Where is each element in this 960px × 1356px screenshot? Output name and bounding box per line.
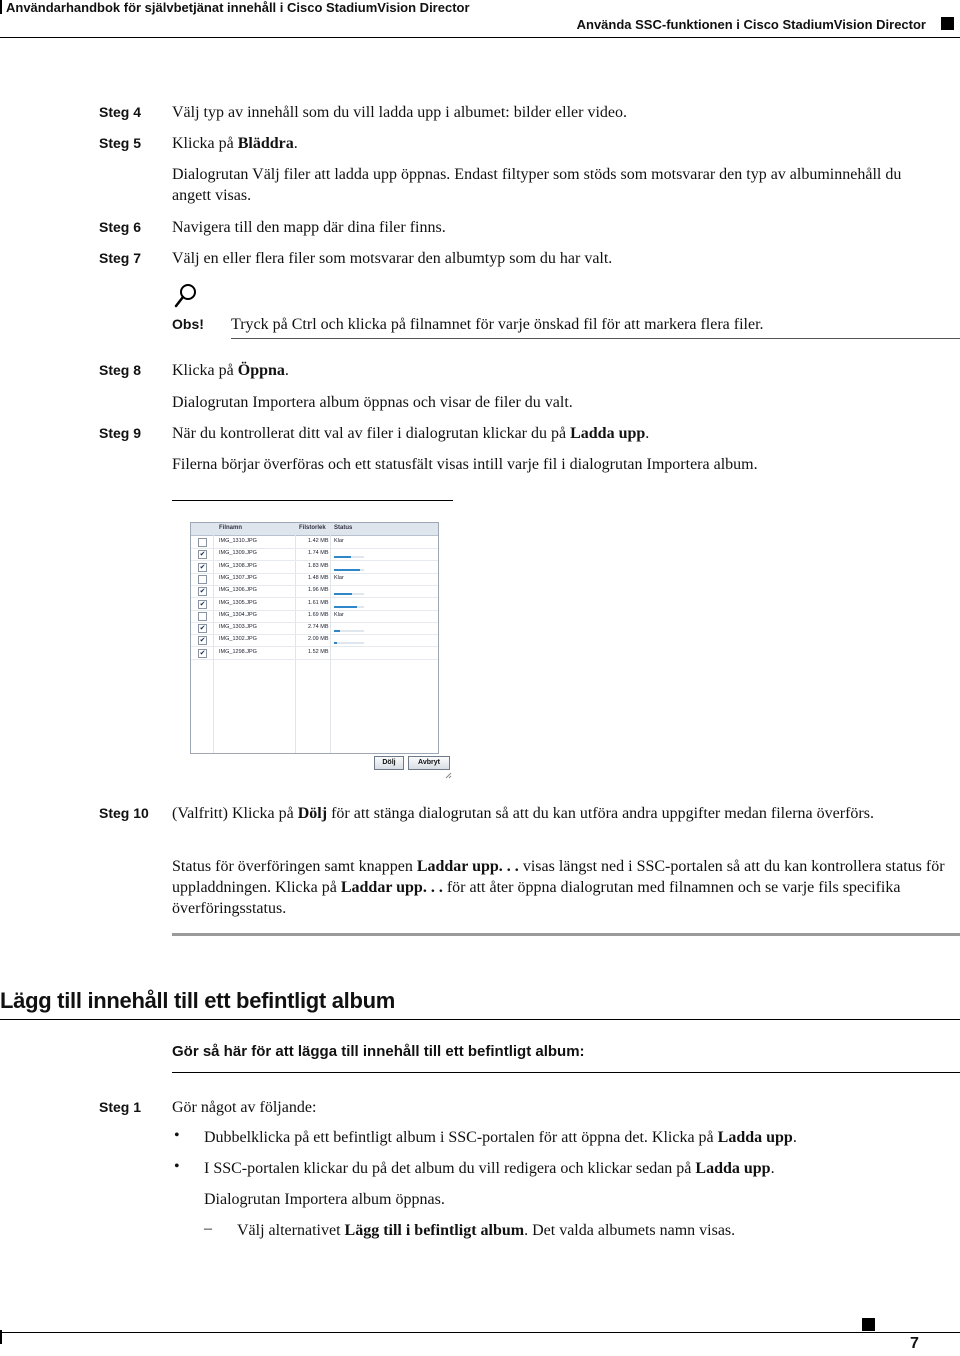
header-rule [0,37,960,38]
step-10-status: Status för överföringen samt knappen Laddar upp. . . visas längst ned i SSC-portalen så att du kan kontrollera status för uppladdningen. Klicka på Laddar upp. . . för att åter öppna dialogrutan med filnamnen och se varje fils specifika överföringsstatus. [172,858,945,917]
procedure-heading: Gör så här för att lägga till innehåll till ett befintligt album: [172,1043,585,1060]
file-checkbox[interactable]: ✔ [199,599,206,608]
upload-progress-bar [334,569,364,571]
note-rule [231,338,960,339]
file-size: 1.48 MB [308,574,329,581]
file-size: 2.09 MB [308,636,329,643]
note-text: Tryck på Ctrl och klicka på filnamnet för varje önskad fil för att markera flera filer. [231,316,764,333]
header-tick [0,0,2,14]
file-checkbox[interactable]: ✔ [199,587,206,596]
step-10-label: Steg 10 [99,805,149,821]
file-row[interactable] [191,634,438,647]
file-row[interactable] [191,622,438,635]
uploading-keyword: Laddar upp. . . [416,858,519,875]
step-5-label: Steg 5 [99,135,142,151]
step-6-label: Steg 6 [99,219,142,235]
file-row[interactable] [191,561,438,574]
step-6-text: Navigera till den mapp där dina filer finns. [172,219,446,236]
file-checkbox[interactable] [198,612,207,621]
file-size: 2.74 MB [308,624,329,631]
upload-progress-bar [334,630,364,632]
file-name: IMG_1302.JPG [219,636,257,643]
step-10-text: (Valfritt) Klicka på Dölj för att stänga dialogrutan så att du kan utföra andra uppgifter medan filerna överförs. [172,805,874,822]
step-8-result: Dialogrutan Importera album öppnas och visar de filer du valt. [172,394,573,411]
file-checkbox[interactable]: ✔ [199,648,206,657]
file-checkbox[interactable]: ✔ [199,624,206,633]
step-4-text: Välj typ av innehåll som du vill ladda upp i albumet: bilder eller video. [172,104,628,121]
upload-progress-bar [334,556,364,558]
bullet-2-text: I SSC-portalen klickar du på det album du vill redigera och klickar sedan på Ladda upp. [204,1160,775,1177]
bullet-icon: • [174,1158,180,1175]
file-row[interactable] [191,598,438,611]
file-row[interactable] [191,573,438,586]
file-name: IMG_1303.JPG [219,624,257,631]
file-status: Klar [334,574,344,581]
file-size: 1.69 MB [308,611,329,618]
cancel-button[interactable]: Avbryt [408,756,450,770]
bullet-icon: • [174,1127,180,1144]
file-name: IMG_1298.JPG [219,648,257,655]
dash-item-text: Välj alternativet Lägg till i befintligt album. Det valda albumets namn visas. [237,1222,736,1239]
hide-button[interactable]: Dölj [374,756,404,770]
file-name: IMG_1305.JPG [219,599,257,606]
upload-progress-bar [334,642,364,644]
step-1-label: Steg 1 [99,1099,142,1115]
bullet-1-text: Dubbelklicka på ett befintligt album i SSC-portalen för att öppna det. Klicka på Ladda upp. [204,1129,797,1146]
step-8-label: Steg 8 [99,362,142,378]
header-chapter-title: Använda SSC-funktionen i Cisco StadiumVision Director [576,17,926,32]
magnifier-icon [172,282,200,310]
column-filesize[interactable]: Filstorlek [299,525,326,531]
open-keyword: Öppna [237,362,285,379]
browse-keyword: Bläddra [237,135,294,152]
file-row[interactable] [191,536,438,549]
file-name: IMG_1304.JPG [219,611,257,618]
file-status: Klar [334,538,344,544]
file-size: 1.52 MB [308,648,329,655]
file-row[interactable] [191,647,438,660]
resize-grip-icon[interactable] [445,766,452,773]
file-size: 1.74 MB [308,550,329,557]
upload-progress-bar [334,606,364,608]
step-5-text: Klicka på Bläddra. [172,135,298,152]
footer-marker [862,1318,875,1331]
column-status[interactable]: Status [334,525,353,531]
uploading-keyword: Laddar upp. . . [340,879,443,896]
upload-keyword: Ladda upp [717,1129,793,1146]
file-checkbox[interactable] [198,538,207,547]
file-size: 1.61 MB [308,599,329,606]
file-size: 1.83 MB [308,562,329,569]
file-name: IMG_1307.JPG [219,574,257,581]
column-filename[interactable]: Filnamn [219,525,243,531]
figure-rule [172,500,453,501]
file-row[interactable] [191,610,438,623]
file-name: IMG_1310.JPG [219,538,257,544]
step-1-text: Gör något av följande: [172,1099,317,1116]
step-8-text: Klicka på Öppna. [172,362,289,379]
footer-rule [0,1332,960,1333]
bullet-2-result: Dialogrutan Importera album öppnas. [204,1191,445,1208]
upload-progress-bar [334,593,364,595]
file-size: 1.96 MB [308,587,329,594]
file-size: 1.42 MB [308,538,329,544]
header-marker [941,17,954,30]
file-checkbox[interactable]: ✔ [199,636,206,645]
grid-header [191,523,438,536]
add-existing-keyword: Lägg till i befintligt album [344,1222,525,1239]
file-checkbox[interactable] [198,575,207,584]
file-name: IMG_1309.JPG [219,550,257,557]
step-4-label: Steg 4 [99,104,142,120]
file-checkbox[interactable]: ✔ [199,550,206,559]
step-9-result: Filerna börjar överföras och ett statusfält visas intill varje fil i dialogrutan Importera album. [172,456,758,473]
file-row[interactable] [191,548,438,561]
step-7-text: Välj en eller flera filer som motsvarar den albumtyp som du har valt. [172,250,613,267]
hide-keyword: Dölj [297,805,328,822]
dash-icon: – [204,1220,212,1237]
note-label: Obs! [172,316,204,332]
step-9-text: När du kontrollerat ditt val av filer i dialogrutan klickar du på Ladda upp. [172,425,650,442]
step-5-result: Dialogrutan Välj filer att ladda upp öppnas. Endast filtyper som stöds som motsvarar den typ av albuminnehåll du angett visas. [172,166,902,204]
page-number: 7 [910,1335,919,1352]
section-title: Lägg till innehåll till ett befintligt album [0,988,396,1013]
procedure-end-rule [172,933,960,936]
import-album-dialog [190,522,439,754]
upload-keyword: Ladda upp [570,425,646,442]
file-name: IMG_1308.JPG [219,562,257,569]
file-row[interactable] [191,585,438,598]
file-checkbox[interactable]: ✔ [199,562,206,571]
section-rule [0,1019,960,1020]
upload-keyword: Ladda upp [695,1160,771,1177]
file-status: Klar [334,611,344,618]
procedure-rule [172,1072,960,1073]
header-doc-title: Användarhandbok för självbetjänat innehåll i Cisco StadiumVision Director [6,0,470,15]
step-7-label: Steg 7 [99,250,142,266]
file-name: IMG_1306.JPG [219,587,257,594]
step-9-label: Steg 9 [99,425,142,441]
